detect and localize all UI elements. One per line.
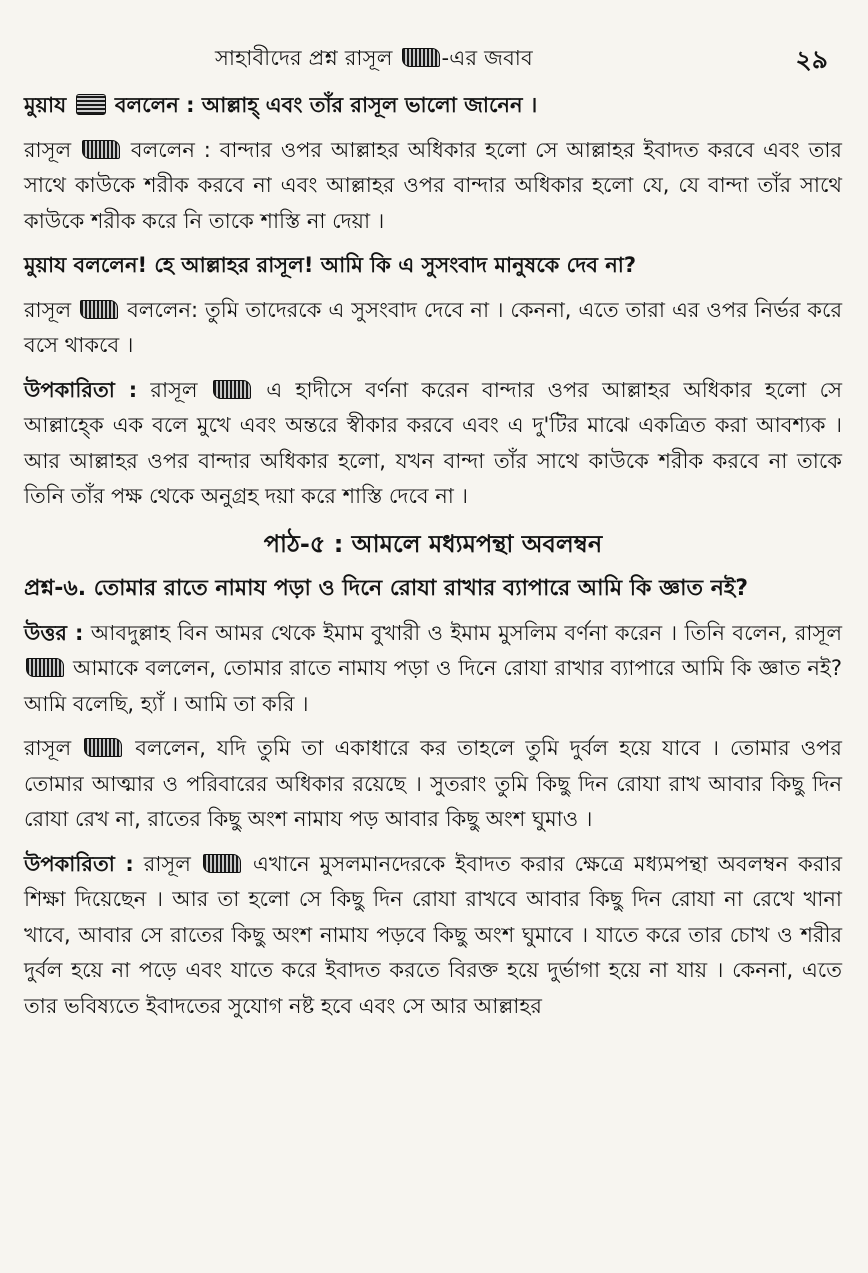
paragraph-muaz-question: মুয়ায বললেন! হে আল্লাহর রাসূল! আমি কি এ সুসংবাদ মানুষকে দেব না? <box>24 253 637 277</box>
salawat-calligraphy-icon <box>26 658 64 677</box>
speaker-name: রাসূল <box>24 297 72 322</box>
speaker-name: রাসূল <box>150 377 198 402</box>
paragraph-benefit-2 <box>24 847 842 1025</box>
running-title <box>215 42 533 77</box>
answer-label: উত্তর : <box>24 620 84 645</box>
salawat-calligraphy-icon <box>84 738 122 757</box>
paragraph-muaz-reply <box>24 88 842 124</box>
paragraph-text: বললেন: তুমি তাদেরকে এ সুসংবাদ দেবে না । কেননা, এতে তারা এর ওপর নির্ভর করে বসে থাকবে । <box>24 297 842 357</box>
page-header <box>0 40 868 80</box>
salawat-calligraphy-icon <box>203 854 241 873</box>
paragraph-text: আমাকে বললেন, তোমার রাতে নামায পড়া ও দিনে রোযা রাখার ব্যাপারে আমি কি জ্ঞাত নই? আমি বলেছি, হ্যাঁ । আমি তা করি । <box>24 656 842 716</box>
paragraph-rasul-reply-2 <box>24 293 842 364</box>
speaker-name: রাসূল <box>143 851 191 876</box>
benefit-label: উপকারিতা : <box>24 377 138 402</box>
speaker-name: রাসূল <box>24 736 72 760</box>
paragraph-text: এ হাদীসে বর্ণনা করেন বান্দার ওপর আল্লাহর অধিকার হলো সে আল্লাহ্কে এক বলে মুখে এবং অন্তরে স্বীকার করবে এবং এ দু'টির মাঝে একত্রিত করা আবশ্যক । আর আল্লাহর ওপর বান্দার অধিকার হলো, যখন বান্দা তাঁর সাথে কাউকে শরীক করবে না তাকে তিনি তাঁর পক্ষ থেকে অনুগ্রহ দয়া করে শাস্তি দেবে না । <box>24 377 842 508</box>
section-heading: পাঠ-৫ : আমলে মধ্যমপন্থা অবলম্বন <box>263 529 603 558</box>
paragraph-rasul-reply-1 <box>24 133 842 240</box>
salawat-calligraphy-icon <box>82 140 120 159</box>
paragraph-text: বললেন : আল্লাহ্ এবং তাঁর রাসূল ভালো জানেন । <box>114 93 538 117</box>
page-number: ২৯ <box>795 45 828 74</box>
paragraph-text: এখানে মুসলমানদেরকে ইবাদত করার ক্ষেত্রে মধ্যমপন্থা অবলম্বন করার শিক্ষা দিয়েছেন । আর তা হলো সে কিছু দিন রোযা রাখবে আবার কিছু দিন রোযা না রেখে খানা খাবে, আবার সে রাতের কিছু অংশ নামায পড়বে কিছু অংশ ঘুমাবে । যাতে করে তার চোখ ও শরীর দুর্বল হয়ে না পড়ে এবং যাতে করে ইবাদত করতে বিরক্ত হয়ে দুর্ভাগা হয়ে না যায় । কেননা, এতে তার ভবিষ্যতে ইবাদতের সুযোগ নষ্ট হবে এবং সে আর আল্লাহর <box>24 851 843 1018</box>
page-body <box>24 88 842 1033</box>
radiyallahu-calligraphy-icon <box>76 94 106 115</box>
speaker-name: মুয়ায <box>24 93 67 117</box>
salawat-calligraphy-icon <box>213 380 251 399</box>
question-heading: প্রশ্ন-৬. তোমার রাতে নামায পড়া ও দিনে রোযা রাখার ব্যাপারে আমি কি জ্ঞাত নই? <box>24 575 749 601</box>
paragraph-benefit-1 <box>24 373 842 515</box>
paragraph-answer <box>24 616 842 723</box>
paragraph-text: বললেন, যদি তুমি তা একাধারে কর তাহলে তুমি দুর্বল হয়ে যাবে । তোমার ওপর তোমার আত্মার ও পরিবারের অধিকার রয়েছে । সুতরাং তুমি কিছু দিন রোযা রাখ আবার কিছু দিন রোযা রেখ না, রাতের কিছু অংশ নামায পড় আবার কিছু অংশ ঘুমাও । <box>24 736 842 831</box>
speaker-name: রাসূল <box>24 137 72 162</box>
salawat-calligraphy-icon <box>402 48 440 67</box>
paragraph-text: আবদুল্লাহ বিন আমর থেকে ইমাম বুখারী ও ইমাম মুসলিম বর্ণনা করেন । তিনি বলেন, রাসূল <box>90 620 842 645</box>
benefit-label: উপকারিতা : <box>24 851 134 876</box>
paragraph-text: বললেন : বান্দার ওপর আল্লাহর অধিকার হলো সে আল্লাহর ইবাদত করবে এবং তার সাথে কাউকে শরীক করবে না এবং আল্লাহর ওপর বান্দার অধিকার হলো যে, যে বান্দা তাঁর সাথে কাউকে শরীক করে নি তাকে শাস্তি না দেয়া । <box>24 137 842 233</box>
salawat-calligraphy-icon <box>80 300 118 319</box>
running-title-end: -এর জবাব <box>441 46 533 70</box>
paragraph-rasul-reply-3 <box>24 731 842 838</box>
running-title-start: সাহাবীদের প্রশ্ন রাসূল <box>215 46 393 70</box>
